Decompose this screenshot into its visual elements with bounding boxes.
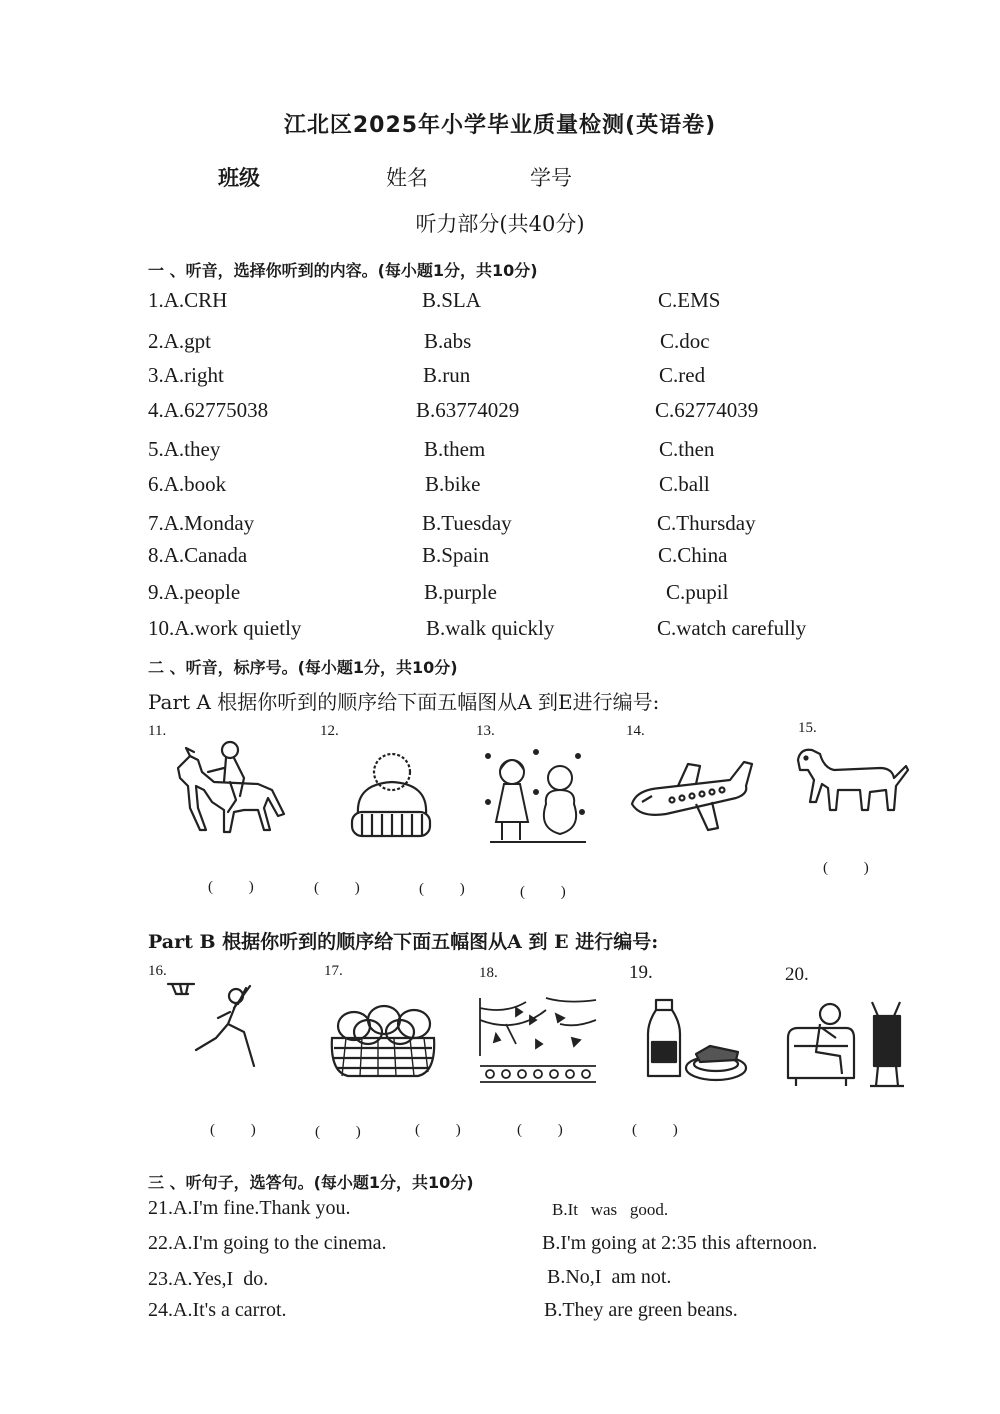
item-number: 15. — [798, 720, 817, 736]
part-b-instruction: Part B 根据你听到的顺序给下面五幅图从A 到 E 进行编号: — [148, 931, 659, 953]
q23-option-a: 23.A.Yes,I do. — [148, 1268, 269, 1290]
q9-option-b: B.purple — [424, 580, 497, 604]
q1-option-c: C.EMS — [658, 288, 721, 312]
answer-blank[interactable]: ( ) — [419, 881, 481, 897]
listening-title: 听力部分(共40分) — [415, 212, 585, 236]
q22-option-a: 22.A.I'm going to the cinema. — [148, 1232, 387, 1254]
snowman-icon — [482, 742, 590, 850]
q7-option-a: 7.A.Monday — [148, 511, 255, 535]
airplane-icon — [626, 758, 756, 834]
q7-option-c: C.Thursday — [657, 511, 756, 535]
q5-option-b: B.them — [424, 437, 486, 461]
q1-option-a: 1.A.CRH — [148, 288, 228, 312]
answer-blank[interactable]: ( ) — [315, 1124, 377, 1140]
q3-option-a: 3.A.right — [148, 363, 224, 387]
milk-bread-icon — [640, 998, 748, 1084]
autumn-leaves-icon — [476, 994, 600, 1086]
answer-blank[interactable]: ( ) — [208, 879, 270, 895]
q24-option-a: 24.A.It's a carrot. — [148, 1299, 287, 1321]
item-number: 19. — [629, 962, 653, 983]
dog-icon — [794, 740, 910, 818]
q21-option-a: 21.A.I'm fine.Thank you. — [148, 1197, 351, 1219]
q1-option-b: B.SLA — [422, 288, 481, 312]
item-number: 13. — [476, 723, 495, 739]
boy-watching-tv-icon — [786, 998, 906, 1090]
answer-blank[interactable]: ( ) — [314, 880, 376, 896]
answer-blank[interactable]: ( ) — [517, 1122, 579, 1138]
answer-blank[interactable]: ( ) — [415, 1122, 477, 1138]
q8-option-c: C.China — [658, 543, 728, 567]
q10-option-a: 10.A.work quietly — [148, 616, 302, 640]
basketball-player-icon — [166, 976, 284, 1074]
q8-option-a: 8.A.Canada — [148, 543, 248, 567]
q8-option-b: B.Spain — [422, 543, 490, 567]
q6-option-c: C.ball — [659, 472, 710, 496]
q5-option-c: C.then — [659, 437, 715, 461]
item-number: 14. — [626, 723, 645, 739]
item-number: 16. — [148, 963, 167, 979]
knit-hat-icon — [346, 750, 436, 842]
answer-blank[interactable]: ( ) — [823, 860, 885, 876]
section1-heading: 一 、听音，选择你听到的内容。(每小题1分，共10分) — [148, 261, 538, 280]
q9-option-c: C.pupil — [666, 580, 729, 604]
q5-option-a: 5.A.they — [148, 437, 221, 461]
q4-option-c: C.62774039 — [655, 398, 759, 422]
q2-option-b: B.abs — [424, 329, 472, 353]
item-number: 20. — [785, 964, 809, 985]
answer-blank[interactable]: ( ) — [210, 1122, 272, 1138]
q2-option-a: 2.A.gpt — [148, 329, 211, 353]
class-label: 班级 — [218, 166, 260, 190]
answer-blank[interactable]: ( ) — [520, 884, 582, 900]
item-number: 11. — [148, 723, 167, 739]
q10-option-b: B.walk quickly — [426, 616, 555, 640]
item-number: 17. — [324, 963, 343, 979]
section3-heading: 三 、听句子，选答句。(每小题1分，共10分) — [148, 1173, 474, 1192]
q6-option-a: 6.A.book — [148, 472, 227, 496]
id-label: 学号 — [530, 166, 572, 190]
horse-rider-icon — [168, 738, 294, 838]
q2-option-c: C.doc — [660, 329, 710, 353]
q22-option-b: B.I'm going at 2:35 this afternoon. — [542, 1232, 818, 1254]
item-number: 18. — [479, 965, 498, 981]
q4-option-a: 4.A.62775038 — [148, 398, 269, 422]
q7-option-b: B.Tuesday — [422, 511, 512, 535]
page-title: 江北区2025年小学毕业质量检测(英语卷) — [283, 113, 717, 138]
q6-option-b: B.bike — [425, 472, 481, 496]
item-number: 12. — [320, 723, 339, 739]
name-label: 姓名 — [386, 166, 428, 190]
section2-heading: 二 、听音，标序号。(每小题1分，共10分) — [148, 658, 458, 677]
answer-blank[interactable]: ( ) — [632, 1122, 694, 1138]
part-a-instruction: Part A 根据你听到的顺序给下面五幅图从A 到E进行编号: — [148, 690, 660, 714]
q21-option-b: B.It was good. — [552, 1200, 669, 1219]
bread-basket-icon — [326, 1002, 440, 1080]
q4-option-b: B.63774029 — [416, 398, 520, 422]
q23-option-b: B.No,I am not. — [547, 1266, 672, 1288]
q3-option-b: B.run — [423, 363, 471, 387]
q9-option-a: 9.A.people — [148, 580, 241, 604]
q3-option-c: C.red — [659, 363, 706, 387]
q10-option-c: C.watch carefully — [657, 616, 807, 640]
q24-option-b: B.They are green beans. — [544, 1299, 738, 1321]
